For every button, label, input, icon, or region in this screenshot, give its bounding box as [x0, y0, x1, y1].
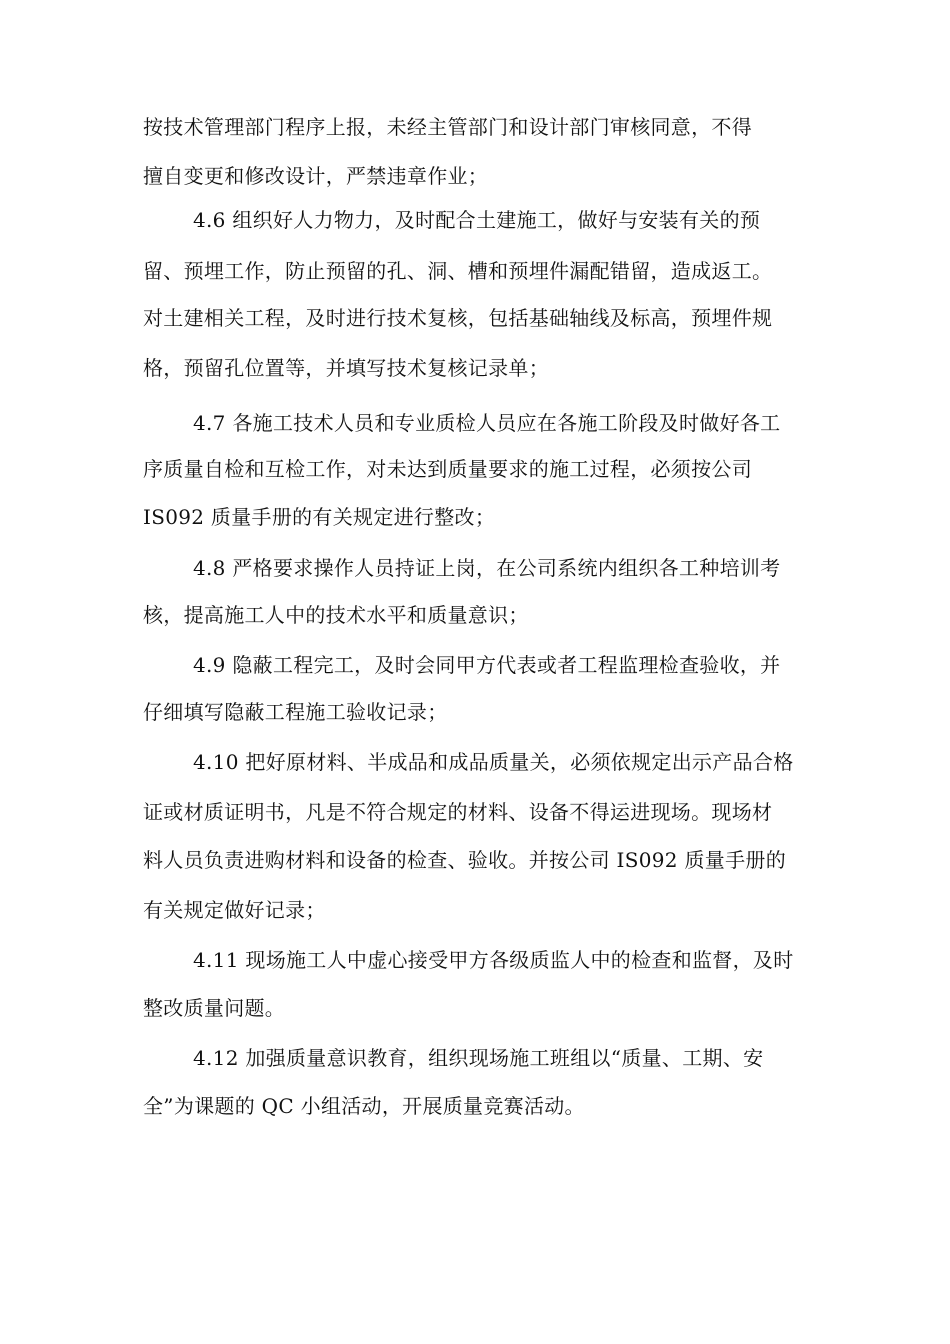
text-line: 仔细填写隐蔽工程施工验收记录；: [143, 700, 448, 724]
text-line: 擅自变更和修改设计，严禁违章作业；: [143, 164, 489, 188]
text-line: 整改质量问题。: [143, 996, 286, 1020]
text-line: 序质量自检和互检工作，对未达到质量要求的施工过程，必须按公司: [143, 457, 752, 481]
paragraph-4-7-line: 4.7 各施工技术人员和专业质检人员应在各施工阶段及时做好各工: [193, 411, 781, 435]
paragraph-4-10-line: 4.10 把好原材料、半成品和成品质量关，必须依规定出示产品合格: [193, 750, 794, 774]
paragraph-4-9-line: 4.9 隐蔽工程完工，及时会同甲方代表或者工程监理检查验收，并: [193, 653, 781, 677]
text-line: 对土建相关工程，及时进行技术复核，包括基础轴线及标高，预埋件规: [143, 306, 773, 330]
text-line: 核，提高施工人中的技术水平和质量意识；: [143, 603, 529, 627]
paragraph-4-8-line: 4.8 严格要求操作人员持证上岗，在公司系统内组织各工种培训考: [193, 556, 781, 580]
text-line: 全”为课题的 QC 小组活动，开展质量竞赛活动。: [143, 1094, 585, 1118]
text-line: 留、预埋工作，防止预留的孔、洞、槽和预埋件漏配错留，造成返工。: [143, 259, 773, 283]
text-line: 料人员负责进购材料和设备的检查、验收。并按公司 IS092 质量手册的: [143, 848, 786, 872]
paragraph-4-6-line: 4.6 组织好人力物力，及时配合土建施工，做好与安装有关的预: [193, 208, 761, 232]
text-line: 按技术管理部门程序上报，未经主管部门和设计部门审核同意，不得: [143, 115, 752, 139]
paragraph-4-11-line: 4.11 现场施工人中虚心接受甲方各级质监人中的检查和监督，及时: [193, 948, 794, 972]
paragraph-4-12-line: 4.12 加强质量意识教育，组织现场施工班组以“质量、工期、安: [193, 1046, 764, 1070]
text-line: 证或材质证明书，凡是不符合规定的材料、设备不得运进现场。现场材: [143, 800, 773, 824]
text-line: 有关规定做好记录；: [143, 898, 326, 922]
text-line: 格，预留孔位置等，并填写技术复核记录单；: [143, 356, 549, 380]
text-line: IS092 质量手册的有关规定进行整改；: [143, 505, 496, 529]
